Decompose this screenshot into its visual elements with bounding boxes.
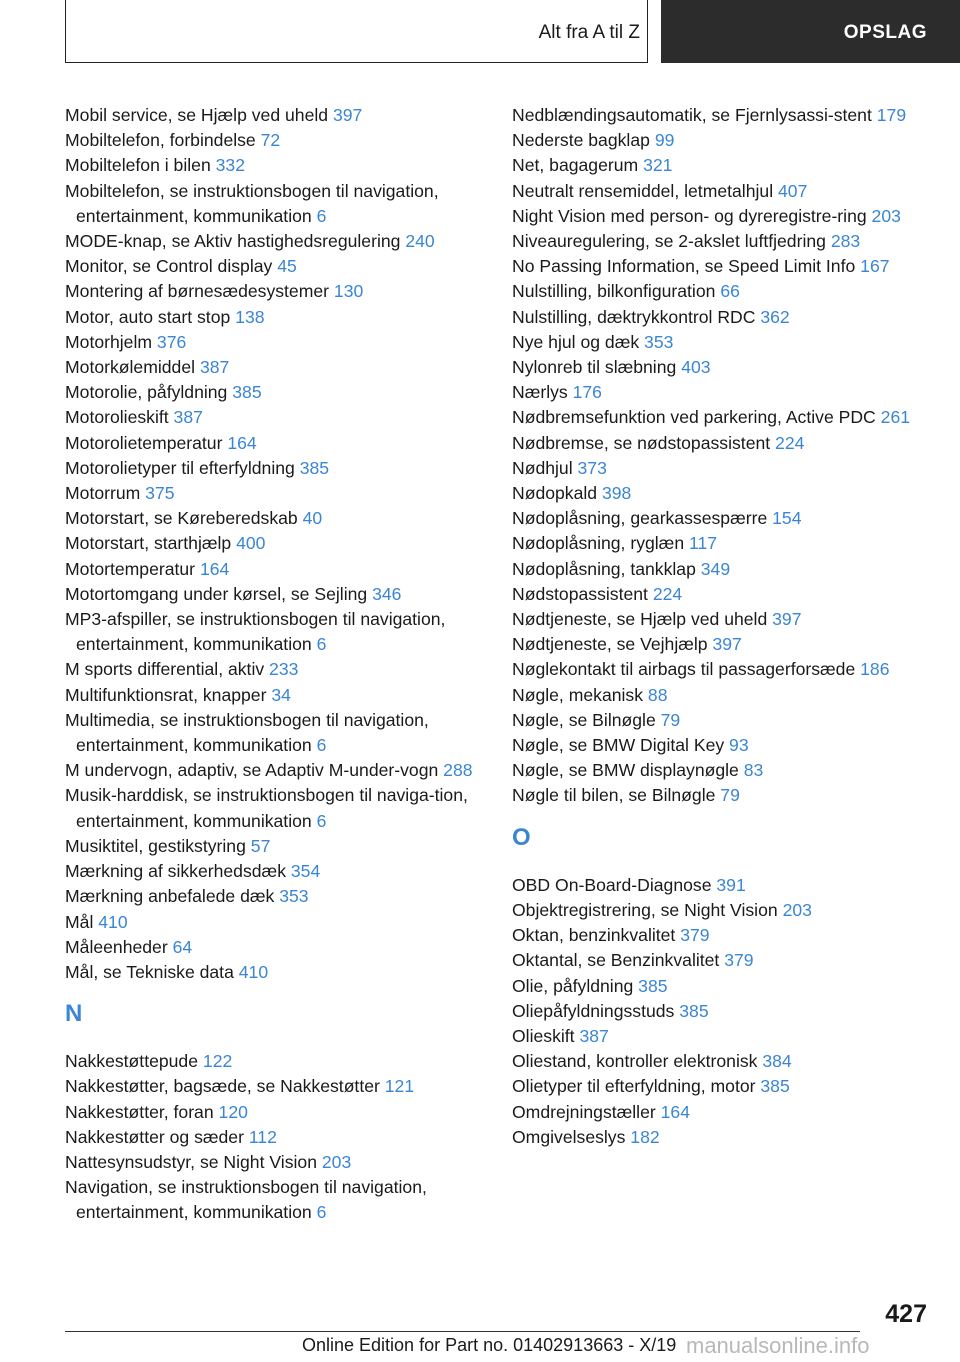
index-page-link[interactable]: 72 <box>260 130 281 151</box>
index-entry <box>65 481 495 506</box>
index-entry <box>512 254 932 279</box>
index-entry-text: Nøgle, se BMW displaynøgle <box>512 760 739 781</box>
index-entry-text: Monitor, se Control display <box>65 256 273 277</box>
index-entry-text: Nøgle, se BMW Digital Key <box>512 735 725 756</box>
index-entry-text: Motorolieskift <box>65 407 169 428</box>
index-entry <box>65 1125 495 1150</box>
index-page-link[interactable]: 385 <box>232 382 262 403</box>
index-page-link[interactable]: 6 <box>316 735 327 756</box>
index-entry-text: Navigation, se instruktionsbogen til navigation, entertainment, kommunikation <box>65 1177 427 1223</box>
index-page-link[interactable]: 379 <box>724 950 754 971</box>
index-entry <box>512 355 932 380</box>
index-entry-text: Neutralt rensemiddel, letmetalhjul <box>512 180 774 201</box>
index-entry <box>512 582 932 607</box>
index-page-link[interactable]: 203 <box>321 1151 352 1172</box>
index-entry <box>65 960 495 985</box>
index-entry-text: M undervogn, adaptiv, se Adaptiv M-under‐vogn <box>65 760 439 781</box>
index-entry <box>512 758 932 783</box>
index-page-link[interactable]: 379 <box>680 925 710 946</box>
index-page-link[interactable]: 224 <box>775 432 805 453</box>
index-page-link[interactable]: 261 <box>880 407 911 428</box>
index-entry <box>65 1150 495 1175</box>
index-entry-text: Nattesynsudstyr, se Night Vision <box>65 1151 317 1172</box>
index-entry <box>65 531 495 556</box>
index-entry-text: Motor, auto start stop <box>65 306 231 327</box>
index-entry-text: Omgivelseslys <box>512 1126 626 1147</box>
index-entry-text: Måleenheder <box>65 936 168 957</box>
index-page-link[interactable]: 387 <box>579 1025 609 1046</box>
index-entry <box>65 910 495 935</box>
index-entry-text: Nakkestøtter, foran <box>65 1101 214 1122</box>
index-entry <box>65 1074 495 1099</box>
index-entry <box>512 1074 932 1099</box>
index-page-link[interactable]: 154 <box>772 508 802 529</box>
index-page-link[interactable]: 397 <box>332 105 363 125</box>
index-entry <box>65 330 495 355</box>
index-entry <box>512 1049 932 1074</box>
index-entry-text: Motorrum <box>65 483 141 504</box>
index-page-link[interactable]: 203 <box>871 205 901 226</box>
index-entry-text: Nødopkald <box>512 483 598 504</box>
index-page-link[interactable]: 373 <box>577 457 607 478</box>
index-page-link[interactable]: 164 <box>660 1101 690 1122</box>
index-entry-text: Nødstopassistent <box>512 583 648 604</box>
index-page-link[interactable]: 164 <box>227 432 257 453</box>
index-list-n <box>65 1049 495 1225</box>
index-page-link[interactable]: 93 <box>729 735 749 756</box>
index-entry <box>512 431 932 456</box>
index-page-link[interactable]: 88 <box>647 684 668 705</box>
index-entry <box>512 873 932 898</box>
index-entry <box>512 948 932 973</box>
index-entry <box>65 783 495 833</box>
index-page-link[interactable]: 40 <box>302 508 323 529</box>
index-entry-text: Nulstilling, bilkonfiguration <box>512 281 716 302</box>
index-entry-text: Nødoplåsning, tankklap <box>512 558 696 579</box>
index-entry <box>512 103 932 128</box>
index-entry-text: Motorolietemperatur <box>65 432 223 453</box>
index-page-link[interactable]: 64 <box>172 936 193 957</box>
index-entry <box>512 1024 932 1049</box>
index-entry <box>65 708 495 758</box>
index-page-link[interactable]: 387 <box>199 357 230 378</box>
index-entry <box>65 834 495 859</box>
index-entry-text: Nøglekontakt til airbags til passagerforsæde <box>512 659 856 680</box>
index-page-link[interactable]: 410 <box>98 911 128 932</box>
index-entry-text: Olieskift <box>512 1025 575 1046</box>
index-entry <box>65 657 495 682</box>
index-entry-text: Nøgle, se Bilnøgle <box>512 709 656 730</box>
index-entry-text: Motorkølemiddel <box>65 357 196 378</box>
index-list-o <box>512 873 932 1150</box>
index-entry-text: Mobil service, se Hjælp ved uheld <box>65 105 329 125</box>
index-page-link[interactable]: 375 <box>145 483 175 504</box>
index-entry <box>65 607 495 657</box>
index-entry <box>65 305 495 330</box>
index-page-link[interactable]: 346 <box>372 583 402 604</box>
index-page-link[interactable]: 376 <box>156 331 187 352</box>
index-list-n-continued <box>512 103 932 809</box>
index-entry-text: Oliepåfyldningsstuds <box>512 1000 675 1021</box>
index-page-link[interactable]: 387 <box>173 407 203 428</box>
index-page-link[interactable]: 224 <box>652 583 683 604</box>
index-entry <box>512 898 932 923</box>
index-page-link[interactable]: 321 <box>643 155 673 176</box>
index-entry <box>512 657 932 682</box>
footer-divider <box>65 1331 860 1332</box>
index-entry-text: Nylonreb til slæbning <box>512 357 677 378</box>
index-entry <box>65 859 495 884</box>
index-entry-text: Olietyper til efterfyldning, motor <box>512 1076 756 1097</box>
index-entry <box>512 683 932 708</box>
index-entry <box>65 1049 495 1074</box>
index-entry-text: No Passing Information, se Speed Limit Info <box>512 256 856 277</box>
index-page-link[interactable]: 186 <box>860 659 890 680</box>
index-entry-text: Mål, se Tekniske data <box>65 961 234 982</box>
index-entry-text: Motorstart, starthjælp <box>65 533 232 554</box>
index-entry-text: MP3-afspiller, se instruktionsbogen til navigation, entertainment, kommunikation <box>65 609 446 655</box>
index-page-link[interactable]: 164 <box>199 558 230 579</box>
index-page-link[interactable]: 283 <box>830 231 861 252</box>
index-page-link[interactable]: 6 <box>316 205 327 226</box>
index-entry-text: Olie, påfyldning <box>512 975 634 996</box>
index-page-link[interactable]: 130 <box>333 281 364 302</box>
index-page-link[interactable]: 34 <box>271 684 291 705</box>
index-page-link[interactable]: 79 <box>660 709 681 730</box>
index-entry <box>65 935 495 960</box>
page-number: 427 <box>885 1300 927 1328</box>
index-entry-text: Musik-harddisk, se instruktionsbogen til naviga‐tion, entertainment, kommunikation <box>65 785 468 831</box>
index-entry <box>65 582 495 607</box>
index-entry <box>512 204 932 229</box>
index-entry-text: Nærlys <box>512 382 568 403</box>
index-entry-text: Motorolietyper til efterfyldning <box>65 457 295 478</box>
index-entry <box>512 279 932 304</box>
index-entry <box>65 1175 495 1225</box>
index-page-link[interactable]: 57 <box>250 835 271 856</box>
index-entry-text: Nøgle til bilen, se Bilnøgle <box>512 785 716 806</box>
index-entry <box>65 254 495 279</box>
index-entry <box>512 923 932 948</box>
index-page-link[interactable]: 385 <box>299 457 330 478</box>
index-entry <box>512 733 932 758</box>
index-page-link[interactable]: 353 <box>644 331 674 352</box>
watermark-text: manualsonline.info <box>686 1333 870 1358</box>
index-entry-text: Nødbremsefunktion ved parkering, Active PDC <box>512 407 876 428</box>
index-entry <box>512 330 932 355</box>
index-page-link[interactable]: 400 <box>236 533 266 554</box>
index-page-link[interactable]: 138 <box>235 306 265 327</box>
index-page-link[interactable]: 407 <box>778 180 808 201</box>
index-entry <box>65 279 495 304</box>
index-page-link[interactable]: 122 <box>202 1051 233 1072</box>
index-entry-text: Nødoplåsning, gearkassespærre <box>512 508 768 529</box>
index-entry-text: Mål <box>65 911 94 932</box>
index-entry-text: Nødbremse, se nødstopassistent <box>512 432 771 453</box>
index-entry-text: Nulstilling, dæktrykkontrol RDC <box>512 306 756 327</box>
index-entry-text: Nøgle, mekanisk <box>512 684 644 705</box>
index-entry <box>65 405 495 430</box>
index-entry-text: Nakkestøttepude <box>65 1051 199 1072</box>
index-entry <box>512 1125 932 1150</box>
index-page-link[interactable]: 6 <box>316 1202 327 1223</box>
index-entry-text: Oktan, benzinkvalitet <box>512 925 676 946</box>
index-entry <box>65 103 495 128</box>
index-page-link[interactable]: 391 <box>716 874 746 895</box>
index-entry-text: Nakkestøtter, bagsæde, se Nakkestøtter <box>65 1076 380 1097</box>
header-tab-opslag: OPSLAG <box>661 0 960 63</box>
index-page-link[interactable]: 349 <box>700 558 731 579</box>
index-page-link[interactable]: 66 <box>720 281 740 302</box>
index-entry <box>65 884 495 909</box>
index-entry-text: Nødtjeneste, se Vejhjælp <box>512 634 708 655</box>
index-page-link[interactable]: 397 <box>772 609 802 630</box>
index-entry-text: Net, bagagerum <box>512 155 639 176</box>
index-entry-text: Montering af børnesædesystemer <box>65 281 330 302</box>
index-page-link[interactable]: 332 <box>215 155 245 176</box>
index-page-link[interactable]: 384 <box>762 1051 792 1072</box>
index-list-m <box>65 103 495 985</box>
index-entry <box>512 229 932 254</box>
index-page-link[interactable]: 353 <box>279 886 309 907</box>
index-entry <box>65 456 495 481</box>
index-entry <box>512 632 932 657</box>
index-page-link[interactable]: 6 <box>316 810 327 831</box>
index-entry <box>65 380 495 405</box>
index-entry <box>512 1100 932 1125</box>
index-entry-text: OBD On-Board-Diagnose <box>512 874 712 895</box>
index-entry <box>512 153 932 178</box>
index-page-link[interactable]: 167 <box>860 256 890 277</box>
index-entry <box>512 557 932 582</box>
footer-edition: Online Edition for Part no. 01402913663 - X/19 <box>302 1335 677 1355</box>
section-letter-o: O <box>512 823 531 851</box>
index-entry <box>512 607 932 632</box>
index-entry <box>512 708 932 733</box>
index-column-right <box>512 103 932 1150</box>
index-entry-text: Mærkning af sikkerhedsdæk <box>65 861 286 882</box>
index-entry-text: Nye hjul og dæk <box>512 331 640 352</box>
index-page-link[interactable]: 79 <box>720 785 740 806</box>
index-entry-text: Objektregistrering, se Night Vision <box>512 899 778 920</box>
index-entry-text: Multimedia, se instruktionsbogen til navigation, entertainment, kommunikation <box>65 709 429 756</box>
index-entry <box>65 557 495 582</box>
index-entry-text: Motorolie, påfyldning <box>65 382 228 403</box>
index-entry <box>65 431 495 456</box>
index-page-link[interactable]: 362 <box>760 306 790 327</box>
index-page-link[interactable]: 233 <box>269 659 299 680</box>
header-section-title: Alt fra A til Z <box>538 22 640 43</box>
index-entry <box>512 405 932 430</box>
index-entry <box>512 506 932 531</box>
index-page-link[interactable]: 385 <box>760 1076 790 1097</box>
index-page-link[interactable]: 83 <box>743 760 764 781</box>
index-entry-text: Nødoplåsning, ryglæn <box>512 533 685 554</box>
index-page-link[interactable]: 385 <box>679 1000 709 1021</box>
section-letter-n: N <box>65 1000 83 1028</box>
index-entry-text: Motorstart, se Køreberedskab <box>65 508 298 529</box>
index-entry <box>65 153 495 178</box>
index-page-link[interactable]: 203 <box>782 899 812 920</box>
index-entry-text: Mobiltelefon, forbindelse <box>65 130 256 151</box>
index-entry-text: Nødtjeneste, se Hjælp ved uheld <box>512 609 768 630</box>
index-entry-text: Omdrejningstæller <box>512 1101 656 1122</box>
index-page-link[interactable]: 179 <box>876 105 907 125</box>
index-page-link[interactable]: 288 <box>443 760 473 781</box>
index-entry <box>512 128 932 153</box>
index-page-link[interactable]: 99 <box>654 130 675 151</box>
index-entry <box>65 128 495 153</box>
index-entry-text: Mærkning anbefalede dæk <box>65 886 275 907</box>
index-entry <box>512 481 932 506</box>
index-entry <box>65 229 495 254</box>
index-entry-text: Niveauregulering, se 2-akslet luftfjedring <box>512 231 826 252</box>
index-page-link[interactable]: 121 <box>384 1076 415 1097</box>
index-entry-text: Nakkestøtter og sæder <box>65 1126 244 1147</box>
index-page-link[interactable]: 6 <box>316 634 327 655</box>
index-entry <box>512 380 932 405</box>
index-page-link[interactable]: 45 <box>277 256 297 277</box>
index-page-link[interactable]: 240 <box>405 231 435 252</box>
index-page-link[interactable]: 120 <box>218 1101 248 1122</box>
index-entry-text: M sports differential, aktiv <box>65 659 265 680</box>
index-entry <box>65 683 495 708</box>
index-page-link[interactable]: 354 <box>290 861 321 882</box>
index-entry <box>512 179 932 204</box>
index-entry <box>65 355 495 380</box>
index-entry-text: Musiktitel, gestikstyring <box>65 835 246 856</box>
index-page-link[interactable]: 182 <box>630 1126 660 1147</box>
index-page-link[interactable]: 398 <box>601 483 632 504</box>
index-entry <box>65 758 495 783</box>
index-page-link[interactable]: 385 <box>638 975 668 996</box>
index-entry <box>512 456 932 481</box>
index-entry <box>512 531 932 556</box>
index-entry-text: Multifunktionsrat, knapper <box>65 684 267 705</box>
index-entry-text: Oktantal, se Benzinkvalitet <box>512 950 720 971</box>
index-entry-text: Motortomgang under kørsel, se Sejling <box>65 583 368 604</box>
index-entry <box>512 783 932 808</box>
index-entry <box>512 999 932 1024</box>
index-entry-text: Night Vision med person- og dyreregistre‐ring <box>512 205 867 226</box>
index-page-link[interactable]: 397 <box>712 634 742 655</box>
index-page-link[interactable]: 403 <box>681 357 711 378</box>
index-entry <box>512 305 932 330</box>
index-entry-text: Nedblændingsautomatik, se Fjernlysassi‐stent <box>512 105 872 125</box>
index-page-link[interactable]: 410 <box>238 961 269 982</box>
index-entry-text: Nederste bagklap <box>512 130 650 151</box>
index-entry <box>512 974 932 999</box>
index-entry-text: Mobiltelefon i bilen <box>65 155 211 176</box>
index-entry-text: Motorhjelm <box>65 331 153 352</box>
index-entry-text: MODE-knap, se Aktiv hastighedsregulering <box>65 231 401 252</box>
index-entry <box>65 1100 495 1125</box>
index-page-link[interactable]: 112 <box>248 1126 277 1147</box>
index-entry <box>65 179 495 229</box>
index-entry <box>65 506 495 531</box>
index-page-link[interactable]: 176 <box>572 382 602 403</box>
index-entry-text: Motortemperatur <box>65 558 196 579</box>
index-entry-text: Nødhjul <box>512 457 573 478</box>
index-entry-text: Mobiltelefon, se instruktionsbogen til navigation, entertainment, kommunikation <box>65 180 439 226</box>
index-column-left <box>65 103 495 1226</box>
index-page-link[interactable]: 117 <box>689 533 718 554</box>
index-entry-text: Oliestand, kontroller elektronisk <box>512 1051 758 1072</box>
